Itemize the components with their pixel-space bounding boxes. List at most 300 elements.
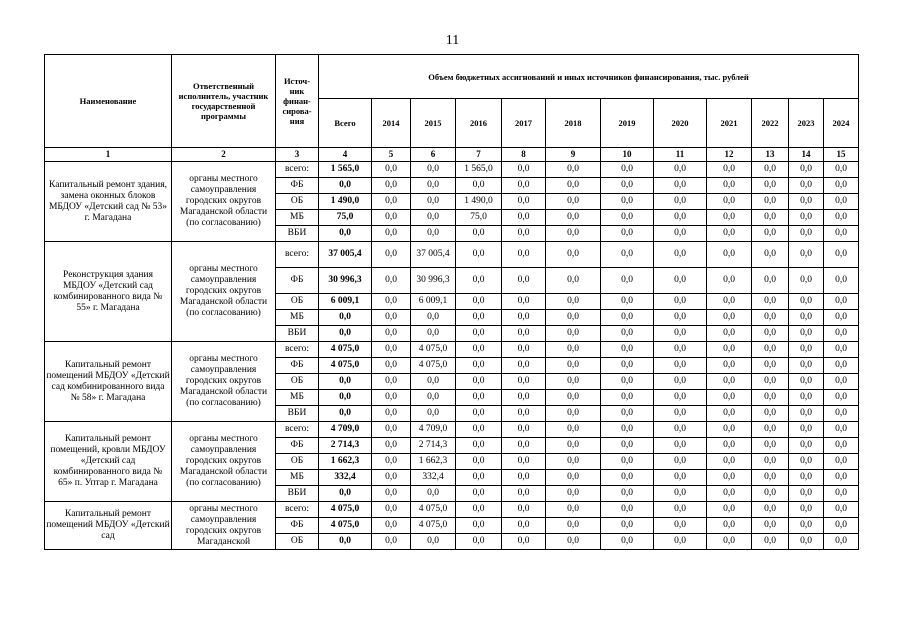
year-value: 0,0 [707,342,752,358]
year-value: 37 005,4 [411,242,456,268]
year-value: 0,0 [707,422,752,438]
year-value: 0,0 [372,268,411,294]
header-year: 2022 [752,99,789,148]
year-value: 0,0 [824,194,859,210]
year-value: 0,0 [824,470,859,486]
total-value: 4 075,0 [319,342,372,358]
header-year: 2024 [824,99,859,148]
budget-table [44,54,859,550]
total-value: 2 714,3 [319,438,372,454]
object-name: Капитальный ремонт помещений МБДОУ «Детский сад [45,502,172,550]
year-value: 0,0 [752,470,789,486]
year-value: 0,0 [654,486,707,502]
year-value: 0,0 [502,342,546,358]
year-value: 0,0 [456,438,502,454]
funding-source: всего: [276,242,319,268]
year-value: 0,0 [654,268,707,294]
year-value: 0,0 [752,310,789,326]
column-number: 7 [456,148,502,162]
funding-source: МБ [276,310,319,326]
year-value: 0,0 [824,390,859,406]
year-value: 0,0 [752,502,789,518]
funding-source: всего: [276,342,319,358]
year-value: 0,0 [789,326,824,342]
header-year: 2017 [502,99,546,148]
year-value: 0,0 [502,242,546,268]
funding-source: ОБ [276,294,319,310]
funding-source: ФБ [276,438,319,454]
year-value: 0,0 [372,226,411,242]
column-number: 4 [319,148,372,162]
year-value: 0,0 [411,374,456,390]
year-value: 0,0 [654,374,707,390]
year-value: 0,0 [502,534,546,550]
year-value: 0,0 [546,502,601,518]
year-value: 0,0 [824,454,859,470]
year-value: 0,0 [546,534,601,550]
year-value: 0,0 [707,390,752,406]
object-name: Реконструкция здания МБДОУ «Детский сад комбинированного вида № 55» г. Магадана [45,242,172,342]
year-value: 0,0 [707,374,752,390]
year-value: 0,0 [654,210,707,226]
total-value: 4 709,0 [319,422,372,438]
year-value: 4 075,0 [411,358,456,374]
year-value: 0,0 [601,178,654,194]
year-value: 0,0 [824,162,859,178]
column-number: 15 [824,148,859,162]
year-value: 0,0 [654,454,707,470]
year-value: 0,0 [752,422,789,438]
year-value: 0,0 [546,162,601,178]
year-value: 0,0 [456,518,502,534]
year-value: 0,0 [546,294,601,310]
total-value: 0,0 [319,178,372,194]
year-value: 0,0 [456,406,502,422]
total-value: 75,0 [319,210,372,226]
header-year: 2020 [654,99,707,148]
year-value: 0,0 [546,310,601,326]
total-value: 1 662,3 [319,454,372,470]
year-value: 0,0 [789,390,824,406]
column-number: 5 [372,148,411,162]
funding-source: всего: [276,422,319,438]
year-value: 4 709,0 [411,422,456,438]
year-value: 0,0 [502,358,546,374]
year-value: 0,0 [601,294,654,310]
year-value: 0,0 [789,518,824,534]
header-year: 2018 [546,99,601,148]
year-value: 0,0 [546,326,601,342]
column-number: 1 [45,148,172,162]
column-number: 2 [172,148,276,162]
year-value: 0,0 [456,422,502,438]
year-value: 0,0 [789,422,824,438]
year-value: 0,0 [601,470,654,486]
year-value: 0,0 [411,406,456,422]
year-value: 0,0 [546,486,601,502]
year-value: 0,0 [372,454,411,470]
total-value: 6 009,1 [319,294,372,310]
funding-source: всего: [276,162,319,178]
year-value: 0,0 [411,162,456,178]
year-value: 0,0 [707,326,752,342]
column-number: 14 [789,148,824,162]
year-value: 0,0 [752,374,789,390]
year-value: 0,0 [411,226,456,242]
year-value: 0,0 [502,178,546,194]
year-value: 0,0 [824,294,859,310]
funding-source: всего: [276,502,319,518]
total-value: 0,0 [319,534,372,550]
funding-source: ОБ [276,194,319,210]
year-value: 1 565,0 [456,162,502,178]
year-value: 0,0 [654,390,707,406]
year-value: 0,0 [546,390,601,406]
total-value: 30 996,3 [319,268,372,294]
year-value: 0,0 [502,438,546,454]
year-value: 0,0 [707,210,752,226]
header-total: Всего [319,99,372,148]
total-value: 0,0 [319,310,372,326]
year-value: 0,0 [456,342,502,358]
year-value: 0,0 [456,178,502,194]
year-value: 0,0 [411,390,456,406]
funding-source: ФБ [276,518,319,534]
year-value: 0,0 [601,438,654,454]
year-value: 0,0 [411,486,456,502]
year-value: 0,0 [654,406,707,422]
year-value: 0,0 [456,310,502,326]
year-value: 0,0 [502,210,546,226]
year-value: 0,0 [372,438,411,454]
header-year: 2015 [411,99,456,148]
year-value: 0,0 [546,374,601,390]
year-value: 0,0 [707,358,752,374]
year-value: 0,0 [546,210,601,226]
column-number: 11 [654,148,707,162]
year-value: 4 075,0 [411,502,456,518]
year-value: 0,0 [789,210,824,226]
year-value: 0,0 [456,268,502,294]
year-value: 0,0 [707,194,752,210]
year-value: 0,0 [601,162,654,178]
year-value: 0,0 [752,534,789,550]
year-value: 0,0 [502,374,546,390]
year-value: 0,0 [654,226,707,242]
total-value: 1 490,0 [319,194,372,210]
responsible-executor: органы местного самоуправления городских округов Магаданской области (по согласованию) [172,162,276,242]
header-year: 2016 [456,99,502,148]
year-value: 0,0 [601,358,654,374]
year-value: 0,0 [824,438,859,454]
year-value: 0,0 [372,358,411,374]
year-value: 0,0 [824,268,859,294]
year-value: 0,0 [502,486,546,502]
year-value: 0,0 [654,422,707,438]
year-value: 0,0 [456,358,502,374]
year-value: 0,0 [654,310,707,326]
year-value: 0,0 [789,406,824,422]
year-value: 0,0 [502,162,546,178]
year-value: 0,0 [502,518,546,534]
year-value: 0,0 [654,194,707,210]
year-value: 0,0 [546,242,601,268]
year-value: 2 714,3 [411,438,456,454]
year-value: 0,0 [824,486,859,502]
year-value: 0,0 [601,194,654,210]
year-value: 0,0 [789,358,824,374]
year-value: 0,0 [707,486,752,502]
year-value: 0,0 [654,358,707,374]
year-value: 0,0 [601,268,654,294]
year-value: 0,0 [824,406,859,422]
year-value: 0,0 [789,294,824,310]
year-value: 0,0 [502,226,546,242]
column-number: 10 [601,148,654,162]
funding-source: ВБИ [276,226,319,242]
year-value: 0,0 [824,502,859,518]
year-value: 0,0 [546,358,601,374]
year-value: 0,0 [546,178,601,194]
year-value: 0,0 [707,310,752,326]
year-value: 0,0 [502,390,546,406]
year-value: 0,0 [456,470,502,486]
year-value: 0,0 [502,194,546,210]
year-value: 0,0 [789,242,824,268]
year-value: 0,0 [372,502,411,518]
year-value: 0,0 [654,534,707,550]
year-value: 0,0 [546,342,601,358]
year-value: 0,0 [456,502,502,518]
year-value: 0,0 [789,178,824,194]
year-value: 0,0 [411,534,456,550]
year-value: 0,0 [502,406,546,422]
year-value: 0,0 [546,194,601,210]
year-value: 0,0 [654,502,707,518]
funding-source: ОБ [276,534,319,550]
year-value: 0,0 [372,310,411,326]
year-value: 0,0 [546,438,601,454]
year-value: 0,0 [824,358,859,374]
year-value: 0,0 [789,194,824,210]
year-value: 0,0 [707,470,752,486]
year-value: 0,0 [752,358,789,374]
year-value: 0,0 [502,502,546,518]
year-value: 30 996,3 [411,268,456,294]
responsible-executor: органы местного самоуправления городских округов Магаданской области (по согласованию) [172,242,276,342]
year-value: 0,0 [707,162,752,178]
table-body [45,148,859,550]
responsible-executor: органы местного самоуправления городских округов Магаданской [172,502,276,550]
year-value: 0,0 [372,390,411,406]
header-source: Источ-ник финан-сирова-ния [276,55,319,148]
year-value: 0,0 [789,502,824,518]
column-number: 12 [707,148,752,162]
year-value: 0,0 [707,226,752,242]
column-number-row [45,148,859,162]
year-value: 0,0 [752,518,789,534]
year-value: 0,0 [654,518,707,534]
year-value: 0,0 [456,326,502,342]
funding-source: МБ [276,470,319,486]
year-value: 0,0 [372,342,411,358]
year-value: 0,0 [456,294,502,310]
year-value: 0,0 [601,534,654,550]
year-value: 0,0 [411,310,456,326]
year-value: 0,0 [654,294,707,310]
year-value: 0,0 [601,454,654,470]
year-value: 0,0 [601,502,654,518]
column-number: 13 [752,148,789,162]
year-value: 0,0 [372,374,411,390]
year-value: 0,0 [456,534,502,550]
year-value: 0,0 [456,454,502,470]
total-value: 1 565,0 [319,162,372,178]
year-value: 0,0 [601,310,654,326]
year-value: 0,0 [824,422,859,438]
year-value: 0,0 [654,326,707,342]
object-name: Капитальный ремонт помещений МБДОУ «Детский сад комбинированного вида № 58» г. Магадана [45,342,172,422]
column-number: 9 [546,148,601,162]
year-value: 0,0 [752,210,789,226]
year-value: 0,0 [752,406,789,422]
year-value: 0,0 [789,534,824,550]
year-value: 0,0 [502,454,546,470]
year-value: 0,0 [654,438,707,454]
funding-source: ВБИ [276,326,319,342]
funding-source: МБ [276,390,319,406]
year-value: 4 075,0 [411,342,456,358]
year-value: 0,0 [546,518,601,534]
year-value: 0,0 [372,242,411,268]
funding-source: ОБ [276,454,319,470]
year-value: 0,0 [601,390,654,406]
total-value: 0,0 [319,226,372,242]
year-value: 0,0 [601,518,654,534]
responsible-executor: органы местного самоуправления городских округов Магаданской области (по согласованию) [172,422,276,502]
year-value: 0,0 [824,226,859,242]
year-value: 0,0 [601,210,654,226]
year-value: 0,0 [752,294,789,310]
funding-source: ФБ [276,178,319,194]
total-value: 37 005,4 [319,242,372,268]
year-value: 0,0 [411,178,456,194]
year-value: 0,0 [707,518,752,534]
year-value: 0,0 [546,454,601,470]
year-value: 0,0 [752,226,789,242]
year-value: 0,0 [372,406,411,422]
page-number: 11 [445,33,460,48]
year-value: 0,0 [372,178,411,194]
year-value: 0,0 [707,438,752,454]
total-value: 0,0 [319,486,372,502]
object-name: Капитальный ремонт помещений, кровли МБДОУ «Детский сад комбинированного вида № 65» п. Уптар г. Магадана [45,422,172,502]
year-value: 0,0 [824,178,859,194]
funding-source: ФБ [276,268,319,294]
total-value: 4 075,0 [319,502,372,518]
year-value: 0,0 [707,534,752,550]
year-value: 0,0 [601,242,654,268]
year-value: 0,0 [601,226,654,242]
total-value: 0,0 [319,374,372,390]
year-value: 0,0 [789,438,824,454]
year-value: 0,0 [372,294,411,310]
year-value: 0,0 [824,326,859,342]
year-value: 0,0 [502,422,546,438]
column-number: 6 [411,148,456,162]
table-row [45,502,859,518]
year-value: 0,0 [752,438,789,454]
year-value: 0,0 [372,486,411,502]
year-value: 0,0 [752,454,789,470]
total-value: 4 075,0 [319,358,372,374]
year-value: 0,0 [456,226,502,242]
year-value: 0,0 [411,326,456,342]
funding-source: ОБ [276,374,319,390]
total-value: 0,0 [319,390,372,406]
year-value: 0,0 [752,486,789,502]
year-value: 0,0 [411,194,456,210]
year-value: 0,0 [502,470,546,486]
year-value: 0,0 [654,470,707,486]
year-value: 0,0 [789,454,824,470]
year-value: 0,0 [372,162,411,178]
year-value: 0,0 [654,342,707,358]
year-value: 0,0 [502,326,546,342]
table-row [45,162,859,178]
year-value: 0,0 [707,294,752,310]
year-value: 0,0 [502,310,546,326]
year-value: 0,0 [601,342,654,358]
column-number: 3 [276,148,319,162]
year-value: 0,0 [752,162,789,178]
object-name: Капитальный ремонт здания, замена оконных блоков МБДОУ «Детский сад № 53» г. Магадана [45,162,172,242]
year-value: 0,0 [707,178,752,194]
table-row [45,342,859,358]
year-value: 0,0 [824,210,859,226]
year-value: 0,0 [601,406,654,422]
header-year: 2014 [372,99,411,148]
year-value: 0,0 [601,486,654,502]
funding-source: ВБИ [276,486,319,502]
year-value: 0,0 [707,406,752,422]
year-value: 0,0 [752,342,789,358]
header-volume: Объем бюджетных ассигнований и иных источников финансирования, тыс. рублей [319,55,859,99]
year-value: 0,0 [789,162,824,178]
year-value: 75,0 [456,210,502,226]
header-year: 2019 [601,99,654,148]
year-value: 0,0 [654,162,707,178]
year-value: 0,0 [789,226,824,242]
year-value: 0,0 [456,242,502,268]
year-value: 0,0 [502,294,546,310]
year-value: 0,0 [456,374,502,390]
funding-source: МБ [276,210,319,226]
year-value: 1 662,3 [411,454,456,470]
year-value: 0,0 [546,226,601,242]
year-value: 0,0 [372,518,411,534]
year-value: 0,0 [752,326,789,342]
column-number: 8 [502,148,546,162]
year-value: 0,0 [824,342,859,358]
total-value: 0,0 [319,406,372,422]
responsible-executor: органы местного самоуправления городских округов Магаданской области (по согласованию) [172,342,276,422]
year-value: 0,0 [372,194,411,210]
funding-source: ФБ [276,358,319,374]
year-value: 332,4 [411,470,456,486]
year-value: 0,0 [546,422,601,438]
year-value: 0,0 [546,268,601,294]
